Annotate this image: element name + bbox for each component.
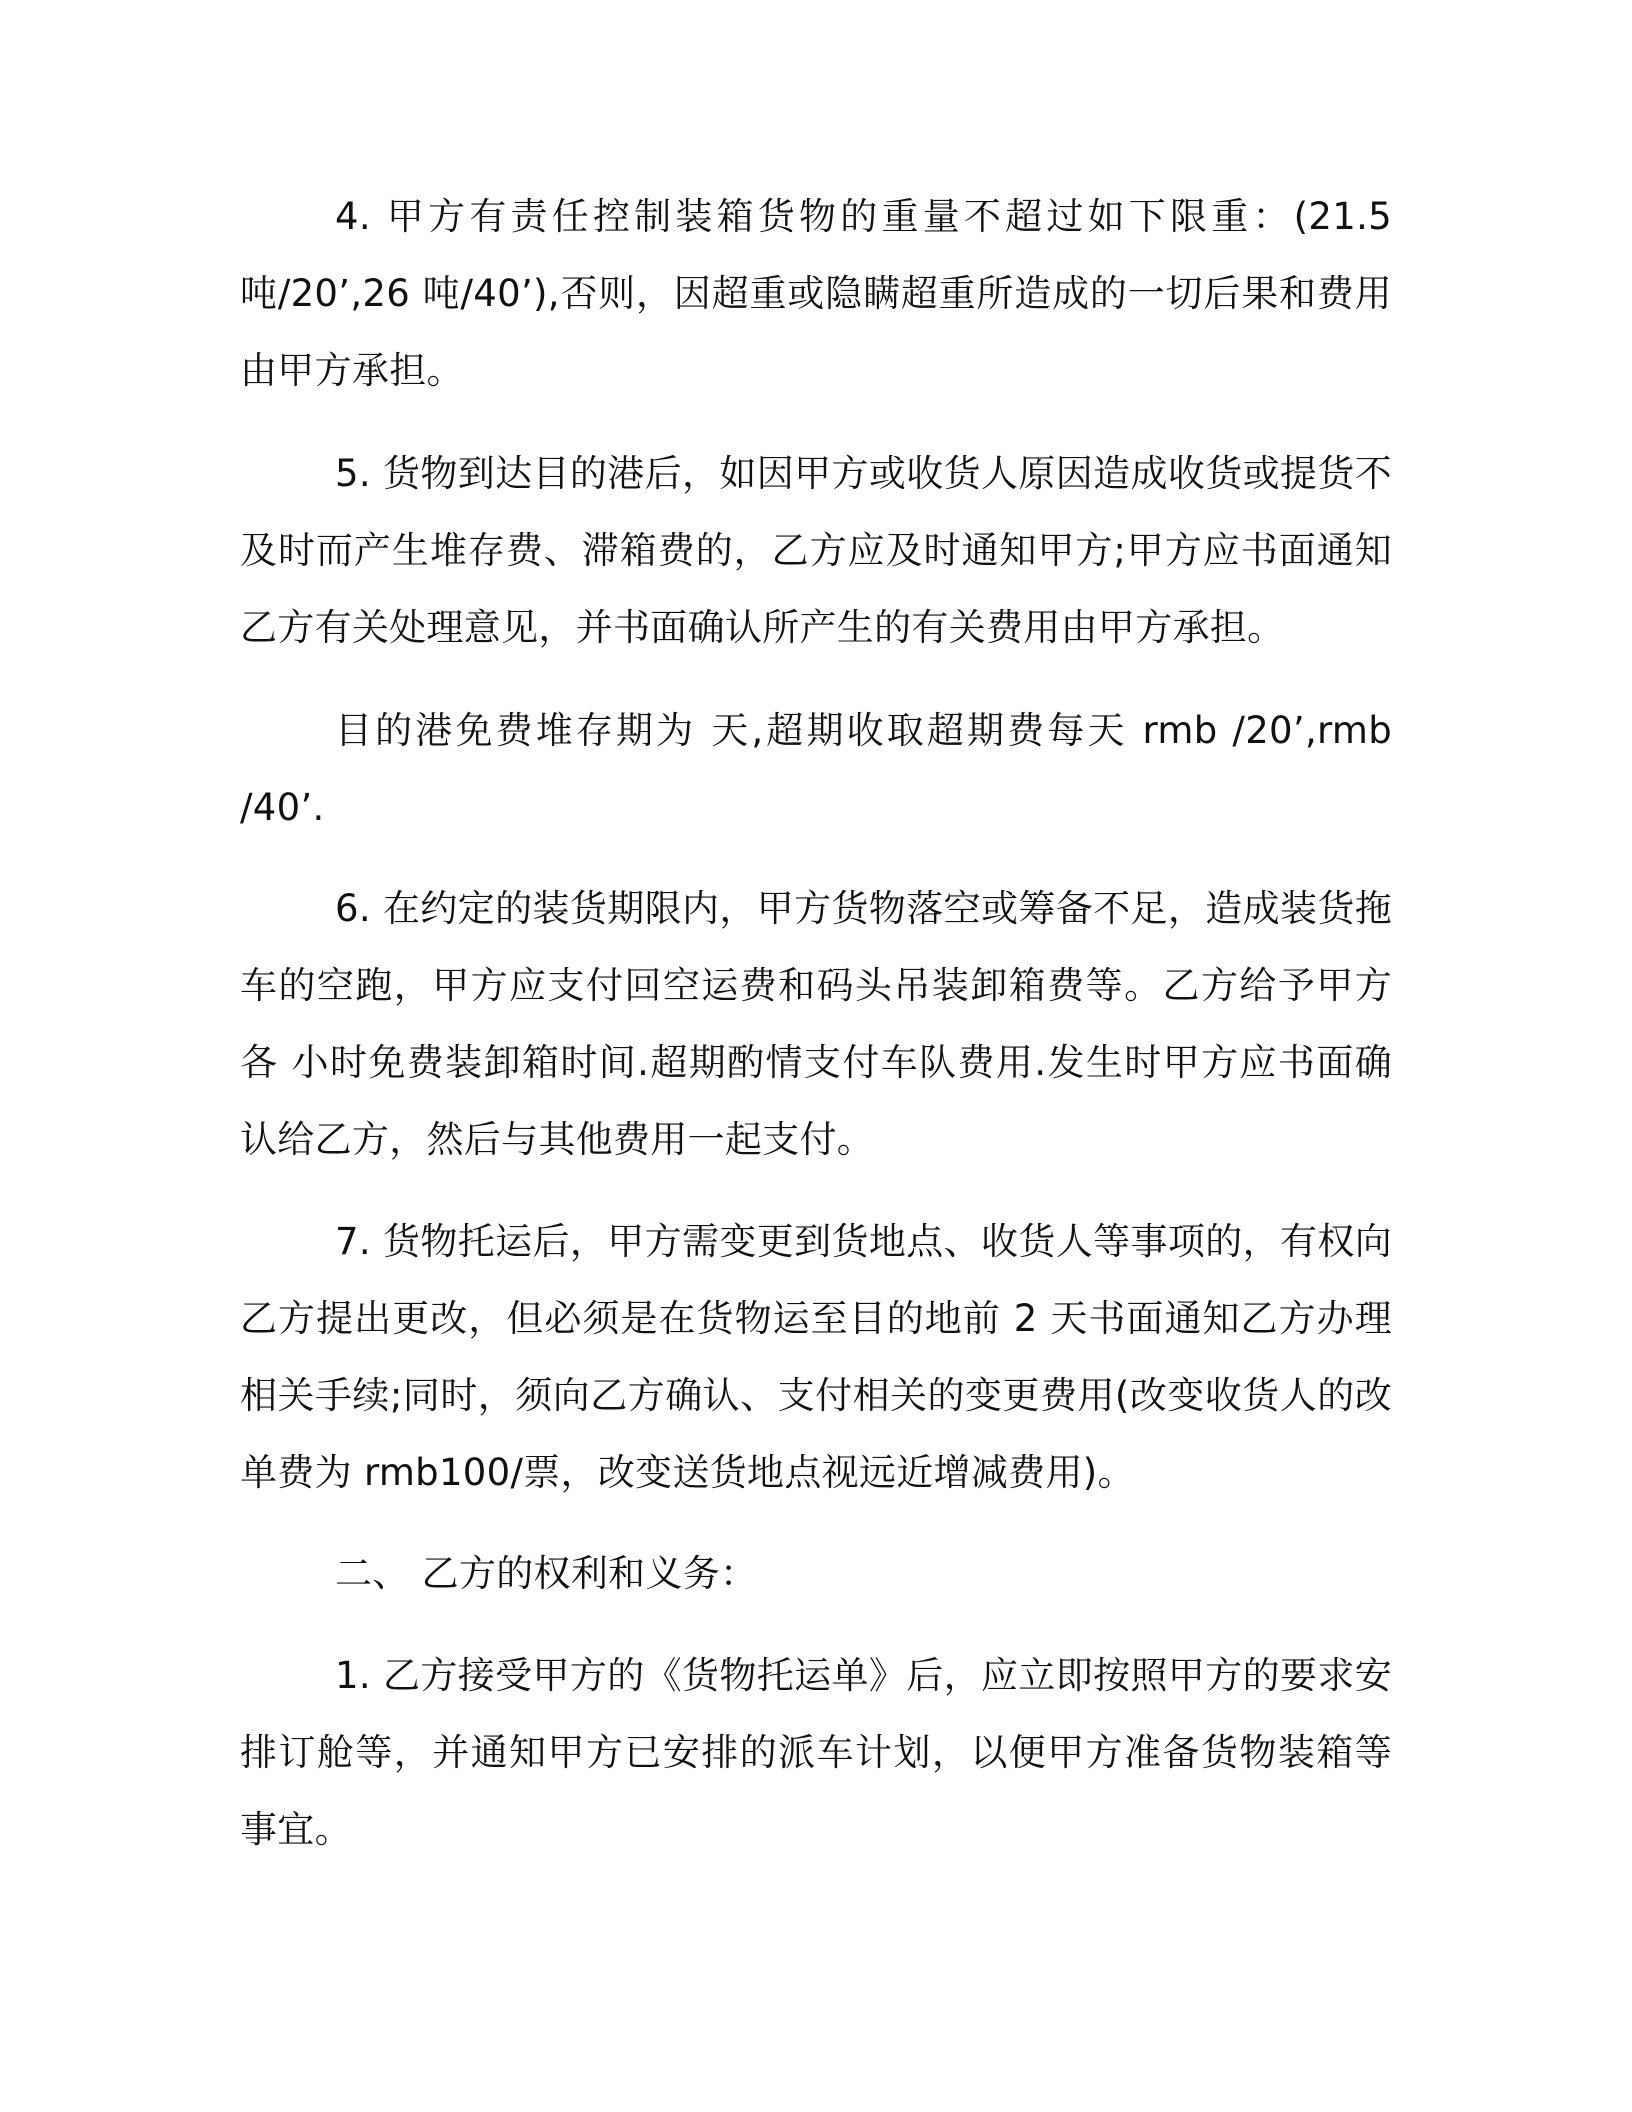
clause-7-change-of-delivery: 7. 货物托运后，甲方需变更到货地点、收货人等事项的，有权向乙方提出更改，但必须是在货物运至目的地前 2 天书面通知乙方办理相关手续;同时，须向乙方确认、支付相关的变更费用(改变收货人的改单费为 rmb100/票，改变送货地点视远近增减费用)。: [240, 1220, 1392, 1494]
free-storage-period-note: 目的港免费堆存期为 天,超期收取超期费每天 rmb /20’,rmb /40’.: [240, 709, 1392, 829]
clause-6-loading-period: 6. 在约定的装货期限内，甲方货物落空或筹备不足，造成装货拖车的空跑，甲方应支付回空运费和码头吊装卸箱费等。乙方给予甲方各 小时免费装卸箱时间.超期酌情支付车队费用.发生时甲方应书面确认给乙方，然后与其他费用一起支付。: [240, 887, 1392, 1161]
clause-4-weight-limit: 4. 甲方有责任控制装箱货物的重量不超过如下限重：(21.5 吨/20’,26 吨/40’),否则，因超重或隐瞒超重所造成的一切后果和费用由甲方承担。: [240, 195, 1392, 392]
section-heading-party-b-rights: 二、 乙方的权利和义务：: [335, 1552, 758, 1595]
party-b-clause-1-booking: 1. 乙方接受甲方的《货物托运单》后，应立即按照甲方的要求安排订舱等，并通知甲方已安排的派车计划，以便甲方准备货物装箱等事宜。: [240, 1654, 1392, 1851]
clause-5-destination-port-fees: 5. 货物到达目的港后，如因甲方或收货人原因造成收货或提货不及时而产生堆存费、滞箱费的，乙方应及时通知甲方;甲方应书面通知乙方有关处理意见，并书面确认所产生的有关费用由甲方承担。: [240, 452, 1392, 649]
